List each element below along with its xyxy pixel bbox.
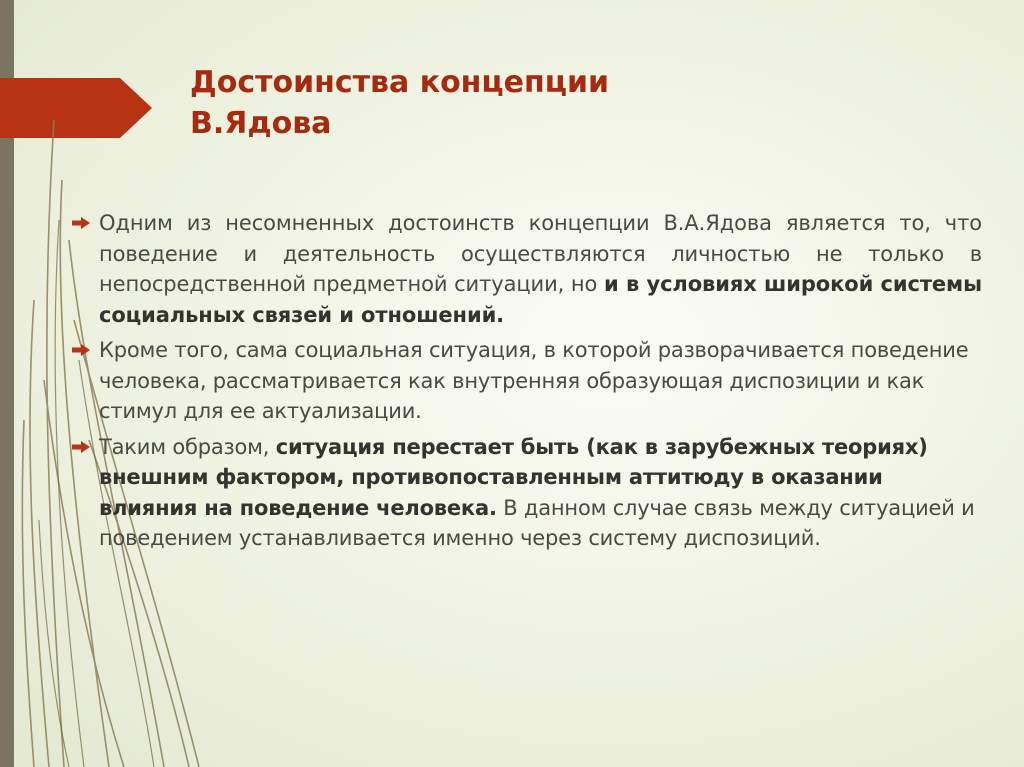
slide-title xyxy=(190,62,810,144)
bullet-item-3 xyxy=(72,432,982,554)
bullet-item-2 xyxy=(72,335,982,427)
bullet-item-1 xyxy=(72,208,982,330)
bullet-3-bold-text: ситуация перестает быть (как в зарубежных теориях) внешним фактором, противопоставленным аттитюду в оказании влияния на поведение человека. xyxy=(99,434,928,520)
content-area xyxy=(72,208,982,559)
arrow-bullet-icon xyxy=(72,441,90,453)
bullet-1-bold-text: и в условиях широкой системы социальных связей и отношений. xyxy=(99,272,983,327)
arrow-bullet-icon xyxy=(72,344,90,356)
arrow-bullet-icon xyxy=(72,217,90,229)
title-line-1: Достоинства концепции xyxy=(190,65,609,100)
title-line-2: В.Ядова xyxy=(190,106,332,141)
bullet-3-outro-text: В данном случае связь между ситуацией и поведением устанавливается именно через систему диспозиций. xyxy=(99,495,975,550)
bullet-3-intro-text: Таким образом, xyxy=(99,434,276,459)
bullet-2-text: Кроме того, сама социальная ситуация, в которой разворачивается поведение человека, рассматривается как внутренняя образующая диспозиции и как стимул для ее актуализации. xyxy=(99,338,969,423)
bullet-1-text: Одним из несомненных достоинств концепции В.А.Ядова является то, что поведение и деятельность осуществляются личностью не только в непосредственной предметной ситуации, но xyxy=(99,211,982,296)
